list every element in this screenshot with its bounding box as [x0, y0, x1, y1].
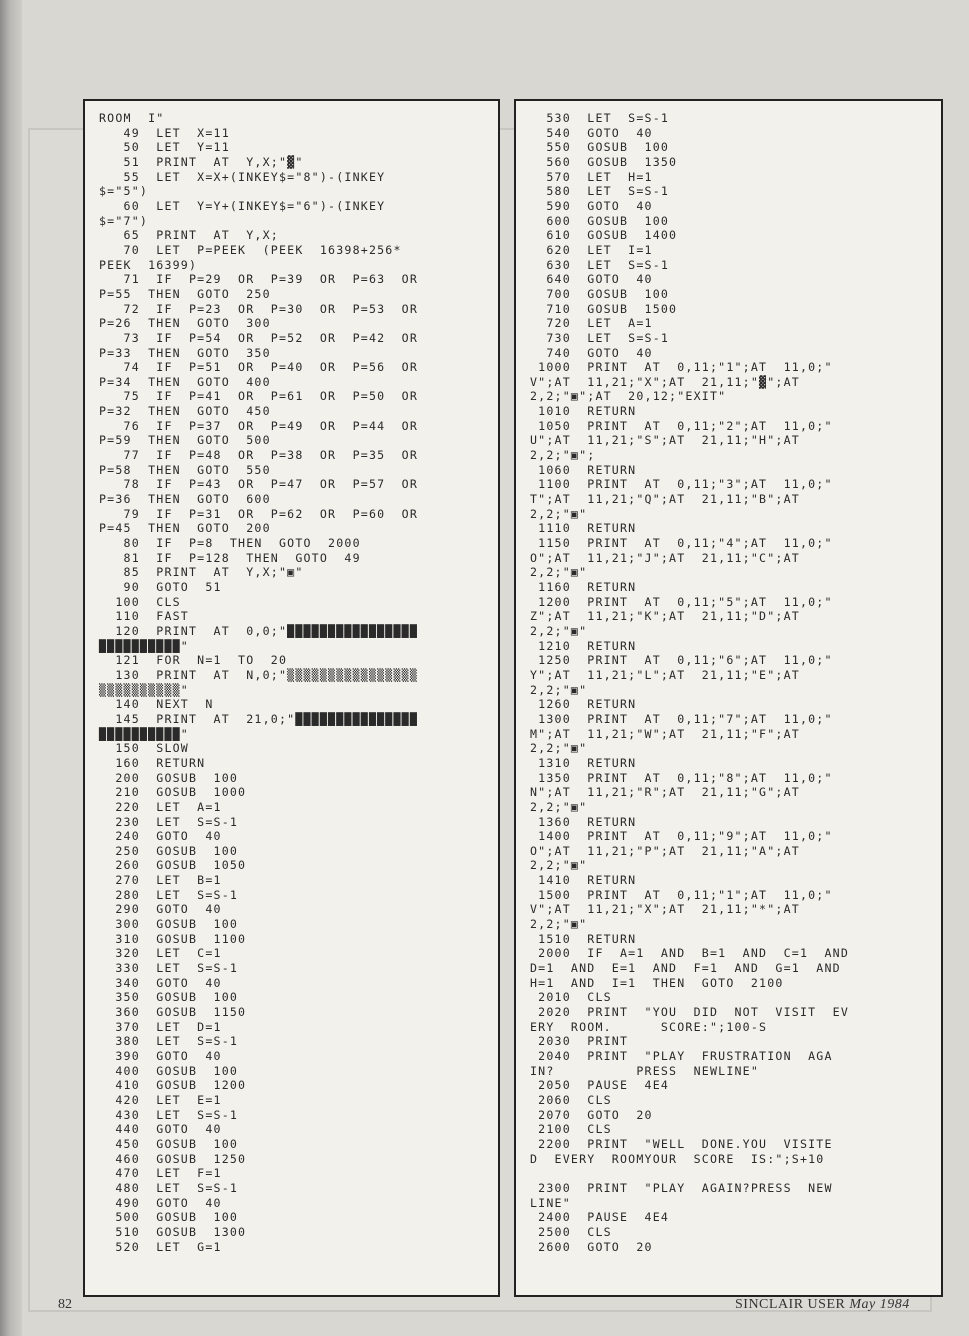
code-line: 140 NEXT N [99, 697, 214, 712]
code-line: 730 LET S=S-1 [530, 330, 670, 345]
code-line: P=45 THEN GOTO 200 [99, 521, 271, 536]
code-line: 51 PRINT AT Y,X;"▓" [99, 154, 304, 169]
code-line: 620 LET I=1 [530, 242, 653, 257]
code-line: 270 LET B=1 [99, 873, 222, 888]
code-line: 630 LET S=S-1 [530, 257, 670, 272]
code-line: 1160 RETURN [530, 580, 637, 594]
code-line: 610 GOSUB 1400 [530, 228, 678, 243]
code-line: Z";AT 11,21;"K";AT 21,11;"D";AT [530, 609, 800, 624]
right-listing-box [514, 99, 943, 1297]
code-line: IN? PRESS NEWLINE" [530, 1063, 760, 1078]
code-line: 2600 GOTO 20 [530, 1239, 653, 1254]
code-line: 2400 PAUSE 4E4 [530, 1210, 670, 1225]
code-line: 130 PRINT AT N,0;"▒▒▒▒▒▒▒▒▒▒▒▒▒▒▒▒ [99, 667, 419, 682]
code-line: 73 IF P=54 OR P=52 OR P=42 OR [99, 330, 419, 345]
code-line: PEEK 16399) [99, 257, 198, 272]
code-line: 2,2;"▣" [530, 917, 588, 932]
code-line: M";AT 11,21;"W";AT 21,11;"F";AT [530, 726, 800, 741]
code-line: 50 LET Y=11 [99, 140, 230, 155]
code-line: ROOM I" [99, 111, 165, 125]
code-line: 500 GOSUB 100 [99, 1210, 239, 1225]
code-line: $="7") [99, 213, 149, 228]
code-line: 410 GOSUB 1200 [99, 1078, 247, 1093]
code-line: 1360 RETURN [530, 814, 637, 829]
code-line: 550 GOSUB 100 [530, 140, 670, 155]
code-line: 480 LET S=S-1 [99, 1180, 239, 1195]
code-line: 590 GOTO 40 [530, 198, 653, 213]
code-line: LINE" [530, 1195, 571, 1210]
code-line: 2,2;"▣" [530, 682, 588, 697]
magazine-issue: May 1984 [849, 1297, 910, 1312]
code-line: 1110 RETURN [530, 521, 637, 536]
code-line: 2010 CLS [530, 990, 612, 1005]
code-line: 300 GOSUB 100 [99, 917, 239, 932]
code-line: 540 GOTO 40 [530, 125, 653, 140]
code-line: 1300 PRINT AT 0,11;"7";AT 11,0;" [530, 711, 833, 726]
code-line: 2,2;"▣" [530, 858, 588, 873]
code-line: 77 IF P=48 OR P=38 OR P=35 OR [99, 448, 419, 463]
code-line: 2300 PRINT "PLAY AGAIN?PRESS NEW [530, 1180, 833, 1195]
code-line: 250 GOSUB 100 [99, 843, 239, 858]
code-line: 85 PRINT AT Y,X;"▣" [99, 565, 304, 580]
code-line: U";AT 11,21;"S";AT 21,11;"H";AT [530, 433, 800, 448]
code-line: 2050 PAUSE 4E4 [530, 1078, 670, 1093]
page-binding-edge [0, 0, 22, 1336]
code-line: Y";AT 11,21;"L";AT 21,11;"E";AT [530, 667, 800, 682]
code-line: 79 IF P=31 OR P=62 OR P=60 OR [99, 506, 419, 521]
code-line: 1200 PRINT AT 0,11;"5";AT 11,0;" [530, 594, 833, 609]
code-line: 330 LET S=S-1 [99, 961, 239, 976]
code-line: 640 GOTO 40 [530, 272, 653, 287]
code-line: $="5") [99, 184, 149, 199]
code-line: 510 GOSUB 1300 [99, 1224, 247, 1239]
code-line: 440 GOTO 40 [99, 1122, 222, 1137]
code-line: 1100 PRINT AT 0,11;"3";AT 11,0;" [530, 477, 833, 492]
code-line: 2,2;"▣"; [530, 448, 596, 463]
code-line: 2,2;"▣" [530, 565, 588, 580]
code-line: 1010 RETURN [530, 404, 637, 419]
code-line: 230 LET S=S-1 [99, 814, 239, 829]
code-line: P=26 THEN GOTO 300 [99, 316, 271, 331]
left-code-listing [85, 101, 498, 1254]
code-line: 320 LET C=1 [99, 946, 222, 961]
code-line: 580 LET S=S-1 [530, 184, 670, 199]
code-line: 560 GOSUB 1350 [530, 154, 678, 169]
code-line: 2200 PRINT "WELL DONE.YOU VISITE [530, 1136, 833, 1151]
code-line: T";AT 11,21;"Q";AT 21,11;"B";AT [530, 492, 800, 507]
code-line: 2100 CLS [530, 1122, 612, 1137]
code-line: 420 LET E=1 [99, 1092, 222, 1107]
code-line: 1050 PRINT AT 0,11;"2";AT 11,0;" [530, 418, 833, 433]
code-line: 200 GOSUB 100 [99, 770, 239, 785]
code-line: 110 FAST [99, 609, 189, 624]
code-line: 360 GOSUB 1150 [99, 1005, 247, 1020]
code-line: N";AT 11,21;"R";AT 21,11;"G";AT [530, 785, 800, 800]
code-line: 81 IF P=128 THEN GOTO 49 [99, 550, 361, 565]
code-line: P=32 THEN GOTO 450 [99, 404, 271, 419]
code-line: 2,2;"▣" [530, 799, 588, 814]
code-line: 450 GOSUB 100 [99, 1136, 239, 1151]
code-line: V";AT 11,21;"X";AT 21,11;"▓";AT [530, 374, 800, 389]
code-line: 1400 PRINT AT 0,11;"9";AT 11,0;" [530, 829, 833, 844]
code-line: 49 LET X=11 [99, 125, 230, 140]
right-code-listing [516, 101, 941, 1254]
code-line: 2,2;"▣" [530, 623, 588, 638]
code-line: 90 GOTO 51 [99, 580, 222, 594]
code-line: 2500 CLS [530, 1224, 612, 1239]
code-line: 470 LET F=1 [99, 1166, 222, 1181]
code-line: 2,2;"▣";AT 20,12;"EXIT" [530, 389, 727, 404]
code-line: 1310 RETURN [530, 755, 637, 770]
code-line: D=1 AND E=1 AND F=1 AND G=1 AND [530, 961, 841, 976]
code-line: 720 LET A=1 [530, 316, 653, 331]
code-line: 74 IF P=51 OR P=40 OR P=56 OR [99, 360, 419, 375]
code-line: 1500 PRINT AT 0,11;"1";AT 11,0;" [530, 887, 833, 902]
code-line: 72 IF P=23 OR P=30 OR P=53 OR [99, 301, 419, 316]
code-line: H=1 AND I=1 THEN GOTO 2100 [530, 975, 784, 990]
code-line: 160 RETURN [99, 755, 206, 770]
code-line: 290 GOTO 40 [99, 902, 222, 917]
code-line: 390 GOTO 40 [99, 1049, 222, 1063]
code-line: 570 LET H=1 [530, 169, 653, 184]
code-line: D EVERY ROOMYOUR SCORE IS:";S+10 [530, 1151, 825, 1166]
magazine-title: SINCLAIR USER [735, 1297, 846, 1312]
code-line: P=58 THEN GOTO 550 [99, 462, 271, 477]
code-line: 80 IF P=8 THEN GOTO 2000 [99, 536, 361, 551]
code-line: O";AT 11,21;"J";AT 21,11;"C";AT [530, 550, 800, 565]
code-line: 2040 PRINT "PLAY FRUSTRATION AGA [530, 1049, 833, 1063]
code-line: 2020 PRINT "YOU DID NOT VISIT EV [530, 1005, 850, 1020]
code-line: 145 PRINT AT 21,0;"███████████████ [99, 711, 419, 726]
left-listing-box [83, 99, 500, 1297]
code-line: 400 GOSUB 100 [99, 1063, 239, 1078]
code-line: 100 CLS [99, 594, 181, 609]
code-line: 1410 RETURN [530, 873, 637, 888]
code-line: 2,2;"▣" [530, 741, 588, 756]
code-line: 2060 CLS [530, 1092, 612, 1107]
code-line: 60 LET Y=Y+(INKEY$="6")-(INKEY [99, 198, 386, 213]
code-line: P=34 THEN GOTO 400 [99, 374, 271, 389]
code-line: 1060 RETURN [530, 462, 637, 477]
code-line: 2070 GOTO 20 [530, 1107, 653, 1122]
code-line: 310 GOSUB 1100 [99, 931, 247, 946]
code-line: ▒▒▒▒▒▒▒▒▒▒" [99, 682, 189, 697]
code-line: 2000 IF A=1 AND B=1 AND C=1 AND [530, 946, 850, 961]
code-line: 350 GOSUB 100 [99, 990, 239, 1005]
code-line: 1210 RETURN [530, 638, 637, 653]
code-line: 78 IF P=43 OR P=47 OR P=57 OR [99, 477, 419, 492]
page-number: 82 [58, 1297, 72, 1312]
code-line: 120 PRINT AT 0,0;"████████████████ [99, 623, 419, 638]
code-line: ERY ROOM. SCORE:";100-S [530, 1019, 768, 1034]
code-line: 70 LET P=PEEK (PEEK 16398+256* [99, 242, 402, 257]
code-line: 1350 PRINT AT 0,11;"8";AT 11,0;" [530, 770, 833, 785]
code-line: 150 SLOW [99, 741, 189, 756]
code-line: 460 GOSUB 1250 [99, 1151, 247, 1166]
code-line: P=59 THEN GOTO 500 [99, 433, 271, 448]
code-line: 240 GOTO 40 [99, 829, 222, 844]
code-line: 1150 PRINT AT 0,11;"4";AT 11,0;" [530, 536, 833, 551]
code-line: 740 GOTO 40 [530, 345, 653, 360]
code-line: 55 LET X=X+(INKEY$="8")-(INKEY [99, 169, 386, 184]
code-line: 600 GOSUB 100 [530, 213, 670, 228]
code-line: 2,2;"▣" [530, 506, 588, 521]
code-line: 1510 RETURN [530, 931, 637, 946]
code-line: P=36 THEN GOTO 600 [99, 492, 271, 507]
code-line: P=33 THEN GOTO 350 [99, 345, 271, 360]
code-line: 1260 RETURN [530, 697, 637, 712]
code-line: 220 LET A=1 [99, 799, 222, 814]
code-line: 1250 PRINT AT 0,11;"6";AT 11,0;" [530, 653, 833, 668]
code-line: 490 GOTO 40 [99, 1195, 222, 1210]
code-line: ██████████" [99, 638, 189, 653]
code-line: 121 FOR N=1 TO 20 [99, 653, 288, 668]
magazine-footer [735, 1297, 910, 1313]
code-line: 530 LET S=S-1 [530, 111, 670, 125]
code-line: 280 LET S=S-1 [99, 887, 239, 902]
code-line: 340 GOTO 40 [99, 975, 222, 990]
code-line: 260 GOSUB 1050 [99, 858, 247, 873]
code-line: 210 GOSUB 1000 [99, 785, 247, 800]
code-line: 370 LET D=1 [99, 1019, 222, 1034]
code-line: 700 GOSUB 100 [530, 286, 670, 301]
code-line: O";AT 11,21;"P";AT 21,11;"A";AT [530, 843, 800, 858]
code-line: 2030 PRINT [530, 1034, 629, 1049]
code-line: V";AT 11,21;"X";AT 21,11;"*";AT [530, 902, 800, 917]
code-line: 71 IF P=29 OR P=39 OR P=63 OR [99, 272, 419, 287]
code-line: 710 GOSUB 1500 [530, 301, 678, 316]
code-line: P=55 THEN GOTO 250 [99, 286, 271, 301]
code-line: 75 IF P=41 OR P=61 OR P=50 OR [99, 389, 419, 404]
code-line: 1000 PRINT AT 0,11;"1";AT 11,0;" [530, 360, 833, 375]
code-line: 76 IF P=37 OR P=49 OR P=44 OR [99, 418, 419, 433]
code-line: 380 LET S=S-1 [99, 1034, 239, 1049]
code-line: 430 LET S=S-1 [99, 1107, 239, 1122]
code-line: 65 PRINT AT Y,X; [99, 228, 279, 243]
code-line: ██████████" [99, 726, 189, 741]
code-line: 520 LET G=1 [99, 1239, 222, 1254]
